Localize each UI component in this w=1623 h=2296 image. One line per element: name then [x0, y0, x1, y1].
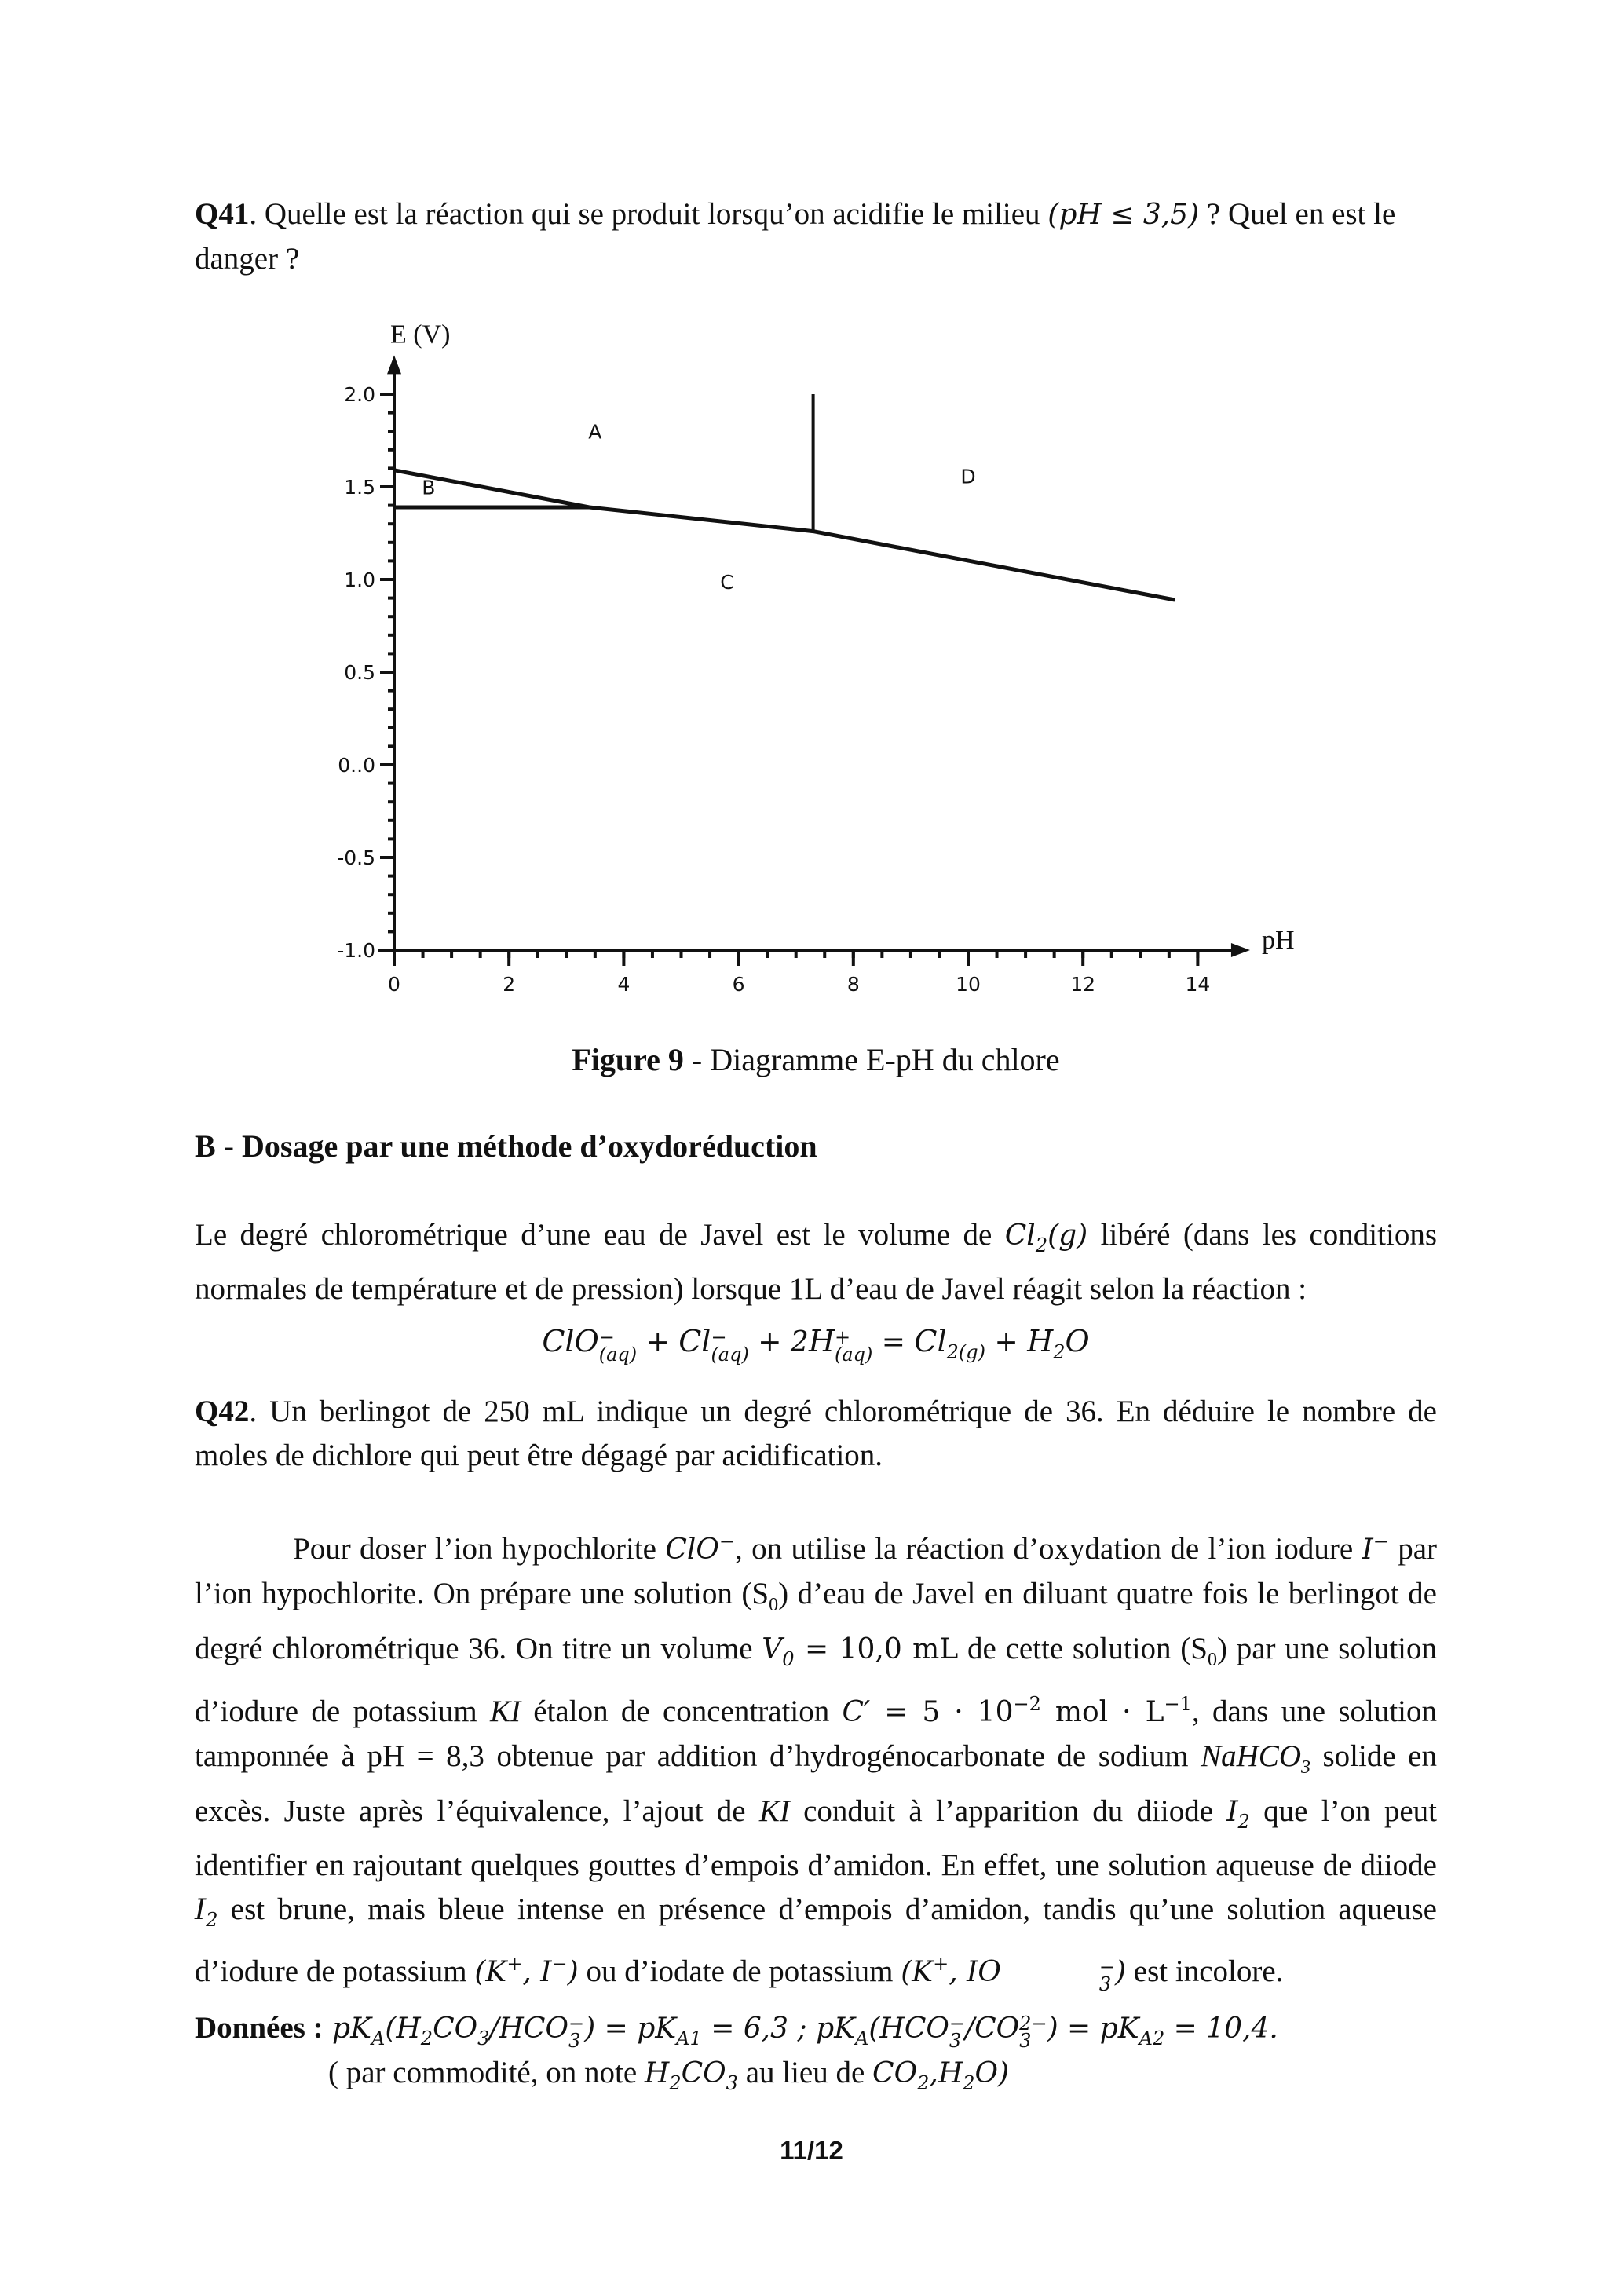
x-tick-label: 0	[388, 973, 400, 996]
question-q42	[195, 1390, 1437, 1478]
chart-frontier-lines	[394, 394, 1175, 600]
figure-caption-number: Figure 9	[572, 1042, 684, 1077]
reaction-equation: ClO − (aq) + Cl − (aq) + 2H + (aq) = $Cl_{2(g)} + H_2O$	[542, 1324, 1090, 1366]
para1-text-1: Le degré chlorométrique d’une eau de Javel est le volume de	[195, 1218, 1005, 1252]
region-label-a: A	[588, 420, 602, 444]
paragraph-dosage: Pour doser l’ion hypochlorite ClO−, on utilise la réaction d’oxydation de l’ion iodure I− par l’ion hypochlorite. On prépare une solution $(S_0)$ d’eau de Javel en diluant quatre fois le berlingot de degré chlorométrique 36. On titre un volume $V_0 = 10,0$ mL de cette solution $(S_0)$ par une solution d’iodure de potassium KI étalon de concentration $C' = 5 \cdot 10^{-2}$ mol · $L^{-1}$, dans une solution tamponnée à pH = 8,3 obtenue par addition d’hydrogénocarbonate de sodium NaHCO$_3$ solide en excès. Juste après l’équivalence, l’ajout de KI conduit à l’apparition du diiode $I_2$ que l’on peut identifier en rajoutant quelques gouttes d’empois d’amidon. En effet, une solution aqueuse de diiode $I_2$ est brune, mais bleue intense en présence d’empois d’amidon, tandis qu’une solution aqueuse d’iodure de potassium (K+, I−) ou d’iodate de potassium (K+, IO − 3 ) est incolore.	[195, 1530, 1438, 1995]
y-axis-title: E (V)	[390, 320, 451, 349]
x-tick-label: 12	[1070, 973, 1096, 996]
page-number: 11/12	[780, 2136, 843, 2165]
y-tick-label: 0.5	[344, 661, 375, 684]
region-label-d: D	[960, 465, 976, 488]
q42-text: . Un berlingot de 250 mL indique un degré chlorométrique de 36. En déduire le nombre de moles de dichlore qui peut être dégagé par acidification.	[195, 1395, 1437, 1472]
q41-label: Q41	[195, 197, 250, 231]
figure-caption	[195, 1038, 1437, 1082]
frontier-A-C-line	[590, 507, 813, 532]
y-axis-arrow-icon	[387, 355, 401, 374]
section-b-title: B - Dosage par une méthode d’oxydoréduction	[195, 1128, 817, 1164]
x-axis-title: pH	[1261, 926, 1295, 955]
frontier-D-C-line	[813, 532, 1175, 600]
region-label-c: C	[720, 570, 734, 594]
q41-math: (pH ≤ 3,5)	[1047, 199, 1200, 231]
x-tick-label: 10	[956, 973, 981, 996]
cl2-formula: $Cl_2(g)$	[1004, 1219, 1088, 1256]
para1-text-2: libéré (dans les conditions normales de température et de pression) lorsque 1L d’eau de Javel réagit selon la réaction :	[195, 1218, 1437, 1306]
y-tick-label: 0..0	[338, 754, 375, 777]
x-tick-label: 14	[1185, 973, 1211, 996]
donnees-line-1: Données : $pK_A(H_2CO_3$/HCO − 3 ) = $pK_{A1} = 6,3$ ; $pK_A(HCO$ − 3 /CO 2− 3 ) = $pK_{A2} = 10,4$.	[195, 2011, 1278, 2052]
y-tick-label: 2.0	[344, 383, 375, 406]
x-tick-label: 6	[732, 973, 745, 996]
y-tick-label: 1.0	[344, 569, 375, 591]
e-ph-diagram	[0, 0, 1623, 1021]
donnees-label: Données :	[195, 2011, 324, 2045]
x-tick-label: 2	[503, 973, 516, 996]
paragraph-degre-chlorometrique	[195, 1213, 1437, 1311]
x-axis-arrow-icon	[1231, 943, 1250, 957]
y-tick-label: -1.0	[337, 939, 375, 962]
donnees-line-2: ( par commodité, on note $H_2CO_3$ au lieu de $CO_2,H_2O$)	[328, 2056, 1010, 2094]
q41-text-after: ? Quel en est le danger ?	[195, 197, 1396, 276]
y-tick-label: 1.5	[344, 476, 375, 499]
figure-caption-text: - Diagramme E-pH du chlore	[683, 1042, 1060, 1077]
q42-label: Q42	[195, 1395, 250, 1428]
y-tick-label: -0.5	[337, 846, 375, 869]
q41-text: . Quelle est la réaction qui se produit lorsqu’on acidifie le milieu	[249, 197, 1048, 231]
x-tick-label: 4	[617, 973, 631, 996]
x-tick-label: 8	[846, 973, 860, 996]
region-label-b: B	[422, 476, 436, 499]
chart-axes	[337, 355, 1250, 996]
